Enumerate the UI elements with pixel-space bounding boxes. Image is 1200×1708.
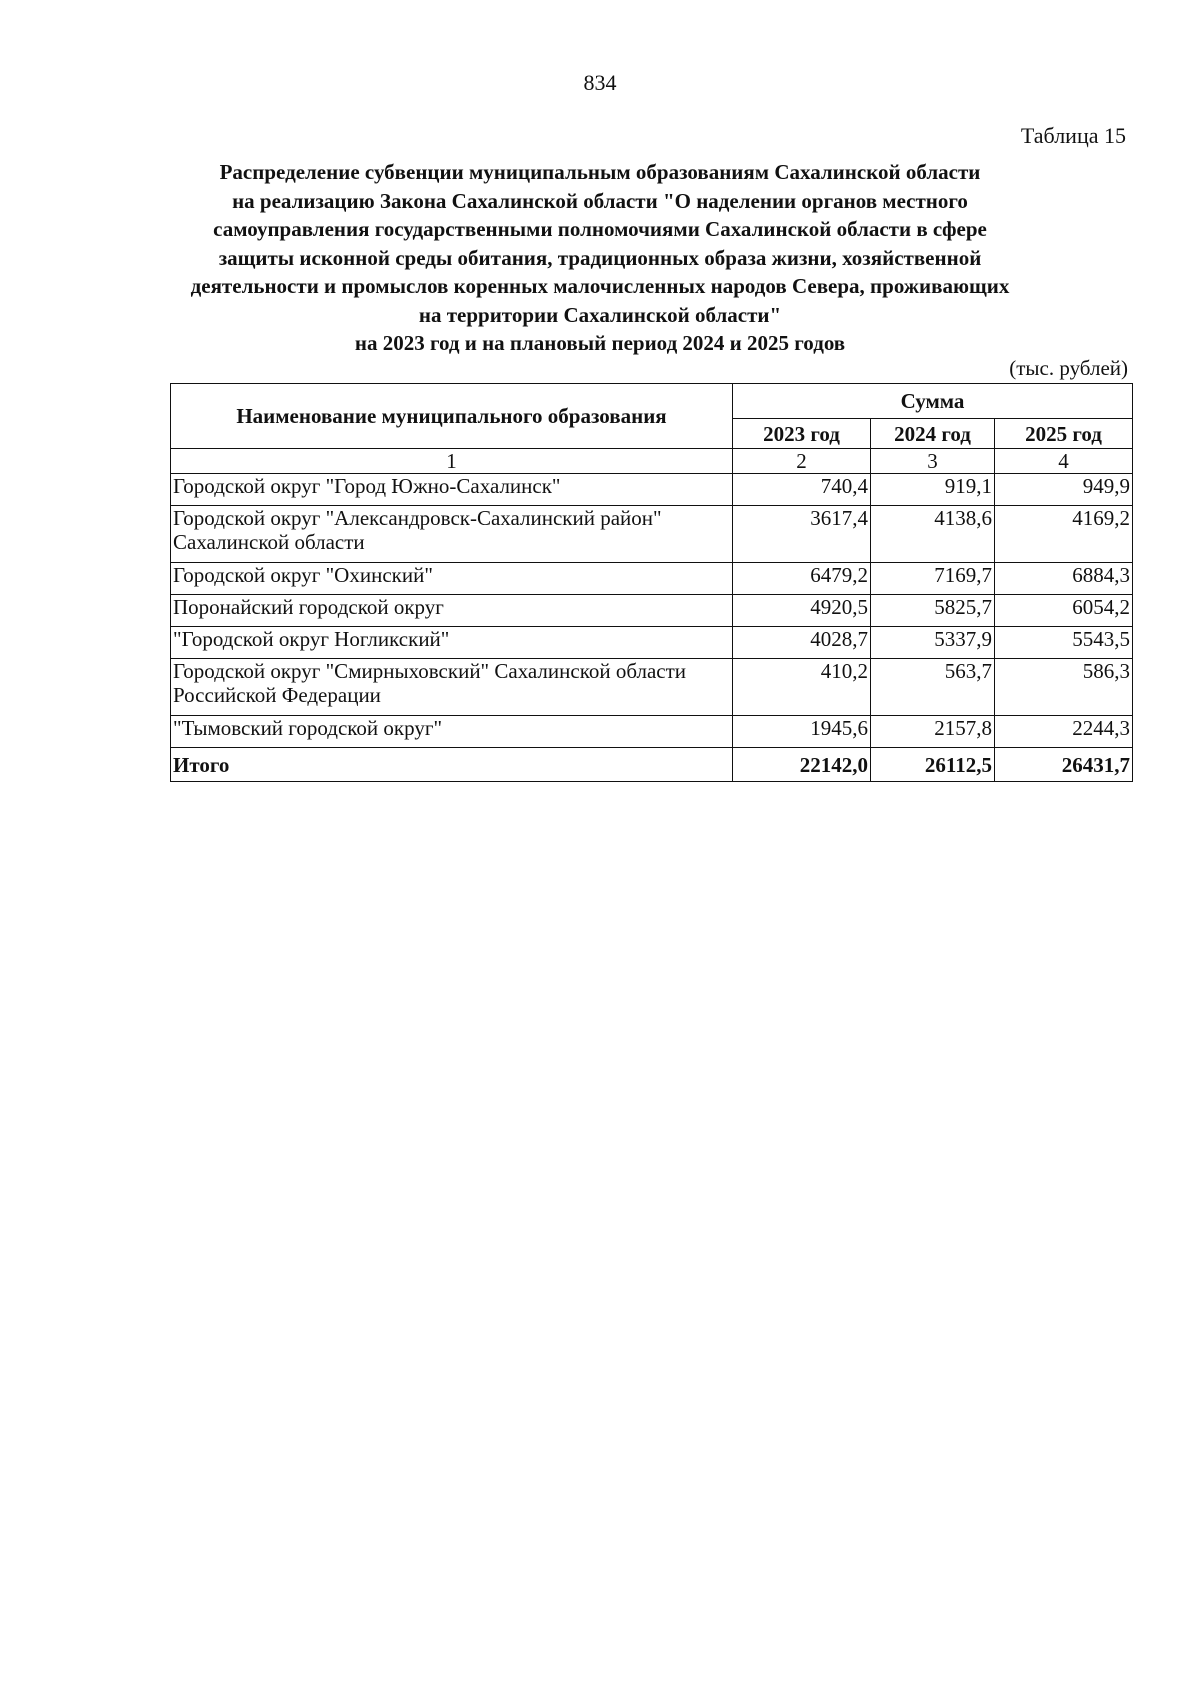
value-2023: 410,2	[733, 659, 871, 716]
value-2023: 740,4	[733, 474, 871, 506]
value-2024: 5825,7	[871, 595, 995, 627]
column-index: 3	[871, 449, 995, 474]
column-index: 4	[995, 449, 1133, 474]
table-row	[171, 716, 1133, 748]
year-header-2025: 2025 год	[995, 419, 1133, 449]
title-line: на 2023 год и на плановый период 2024 и 2025 годов	[354, 331, 846, 355]
name-column-header: Наименование муниципального образования	[171, 384, 733, 449]
value-2025: 2244,3	[995, 716, 1133, 748]
total-2024: 26112,5	[871, 748, 995, 782]
municipality-name: Городской округ "Смирныховский" Сахалинской области Российской Федерации	[171, 659, 733, 716]
title-line: защиты исконной среды обитания, традиционных образа жизни, хозяйственной	[218, 245, 982, 270]
value-2025: 6884,3	[995, 563, 1133, 595]
year-header-2023: 2023 год	[733, 419, 871, 449]
title-line: на реализацию Закона Сахалинской области "О наделении органов местного	[232, 188, 968, 213]
title-line: самоуправления государственными полномочиями Сахалинской области в сфере	[213, 217, 987, 241]
value-2024: 5337,9	[871, 627, 995, 659]
title-line: Распределение субвенции муниципальным образованиям Сахалинской области	[219, 160, 981, 184]
value-2023: 4920,5	[733, 595, 871, 627]
page-number: 834	[583, 70, 617, 95]
table-header-row	[171, 384, 1133, 419]
title-line: деятельности и промыслов коренных малочисленных народов Севера, проживающих	[190, 274, 1010, 298]
title-line: на территории Сахалинской области"	[418, 302, 782, 327]
table-row	[171, 563, 1133, 595]
subvention-table	[170, 383, 1133, 782]
table-row	[171, 595, 1133, 627]
value-2025: 949,9	[995, 474, 1133, 506]
value-2023: 1945,6	[733, 716, 871, 748]
table-row	[171, 506, 1133, 563]
total-2023: 22142,0	[733, 748, 871, 782]
units-label: (тыс. рублей)	[1009, 356, 1128, 380]
municipality-name: Городской округ "Александровск-Сахалинский район" Сахалинской области	[171, 506, 733, 563]
column-index-row	[171, 449, 1133, 474]
value-2024: 2157,8	[871, 716, 995, 748]
municipality-name: "Тымовский городской округ"	[171, 716, 733, 748]
value-2024: 919,1	[871, 474, 995, 506]
total-row	[171, 748, 1133, 782]
table-label: Таблица 15	[1020, 123, 1126, 148]
value-2025: 586,3	[995, 659, 1133, 716]
municipality-name: Городской округ "Охинский"	[171, 563, 733, 595]
column-index: 2	[733, 449, 871, 474]
value-2025: 4169,2	[995, 506, 1133, 563]
sum-column-header: Сумма	[733, 384, 1133, 419]
column-index: 1	[171, 449, 733, 474]
municipality-name: "Городской округ Ногликский"	[171, 627, 733, 659]
total-label: Итого	[171, 748, 733, 782]
table-row	[171, 474, 1133, 506]
value-2023: 6479,2	[733, 563, 871, 595]
table-row	[171, 659, 1133, 716]
document-title	[150, 158, 1050, 358]
value-2023: 3617,4	[733, 506, 871, 563]
value-2023: 4028,7	[733, 627, 871, 659]
value-2024: 7169,7	[871, 563, 995, 595]
value-2024: 563,7	[871, 659, 995, 716]
year-header-2024: 2024 год	[871, 419, 995, 449]
value-2025: 6054,2	[995, 595, 1133, 627]
value-2024: 4138,6	[871, 506, 995, 563]
municipality-name: Поронайский городской округ	[171, 595, 733, 627]
table-row	[171, 627, 1133, 659]
municipality-name: Городской округ "Город Южно-Сахалинск"	[171, 474, 733, 506]
value-2025: 5543,5	[995, 627, 1133, 659]
total-2025: 26431,7	[995, 748, 1133, 782]
